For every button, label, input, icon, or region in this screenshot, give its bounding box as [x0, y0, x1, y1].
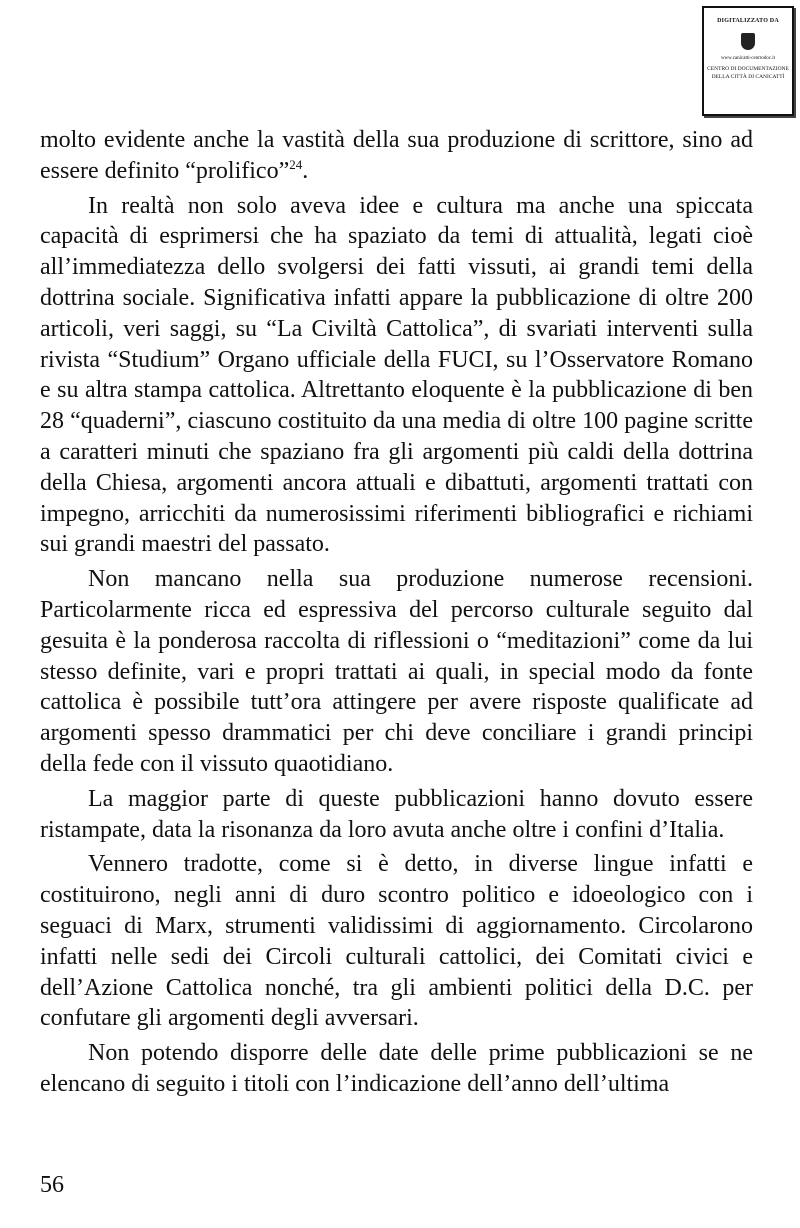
- paragraph-1-end: .: [302, 157, 309, 184]
- paragraph-1-text: molto evidente anche la vastità della sua produzione di scrittore, sino ad essere definito “prolifico”: [40, 127, 753, 184]
- paragraph-2: In realtà non solo aveva idee e cultura ma anche una spiccata capacità di esprimersi che ha spaziato da temi di attualità, legati cioè all’immediatezza dello svolgersi dei fatti vissuti, ai grandi temi della dottrina sociale. Significativa infatti appare la pubblicazione di oltre 200 articoli, veri saggi, su “La Civiltà Cattolica”, di svariati interventi sulla rivista “Studium” Organo ufficiale della FUCI, su l’Osservatore Romano e su altra stampa cattolica. Altrettanto eloquente è la pubblicazione di ben 28 “quaderni”, ciascuno costituito da una media di oltre 100 pagine scritte a caratteri minuti che spaziano fra gli argomenti più caldi della dottrina della Chiesa, argomenti ancora attuali e dibattuti, argomenti trattati con impegno, arricchiti da numerosissimi riferimenti bibliografici e richiami sui grandi maestri del passato.: [40, 192, 753, 558]
- body-text: [40, 125, 753, 1104]
- paragraph-3: Non mancano nella sua produzione numerose recensioni. Particolarmente ricca ed espressiva del percorso culturale seguito dal gesuita è la ponderosa raccolta di riflessioni o “meditazioni” come da lui stesso definite, vari e propri trattati ai quali, in special modo da fonte cattolica è possibile tutt’ora attingere per avere risposte qualificate ad argomenti spesso drammatici per chi deve conciliare i grandi principi della fede con il vissuto quaotidiano.: [40, 566, 753, 777]
- paragraph-5: Vennero tradotte, come si è detto, in diverse lingue infatti e costituirono, negli anni di duro scontro politico e idoeologico con i seguaci di Marx, strumenti validissimi di aggiornamento. Circolarono infatti nelle sedi dei Circoli culturali cattolici, dei Comitati civici e dell’Azione Cattolica nonché, tra gli ambienti politici della D.C. per confutare gli argomenti degli avversari.: [40, 851, 753, 1032]
- paragraph-6: Non potendo disporre delle date delle prime pubblicazioni se ne elencano di seguito i titoli con l’indicazione dell’anno dell’ultima: [40, 1040, 753, 1097]
- paragraph-4: La maggior parte di queste pubblicazioni hanno dovuto essere ristampate, data la risonanza da loro avuta anche oltre i confini d’Italia.: [40, 785, 753, 843]
- coat-of-arms-icon: [741, 33, 755, 50]
- footnote-ref: 24: [289, 156, 303, 172]
- digitization-stamp: [702, 6, 794, 116]
- stamp-header: DIGITALIZZATO DA: [717, 18, 779, 24]
- stamp-line-1: CENTRO DI DOCUMENTAZIONE: [707, 66, 789, 72]
- stamp-line-2: DELLA CITTÀ DI CANICATTÌ: [711, 74, 785, 80]
- stamp-url: www.canicatti-centrodoc.it: [720, 56, 776, 61]
- page-number: 56: [40, 1172, 64, 1198]
- paragraph-1: [40, 125, 753, 187]
